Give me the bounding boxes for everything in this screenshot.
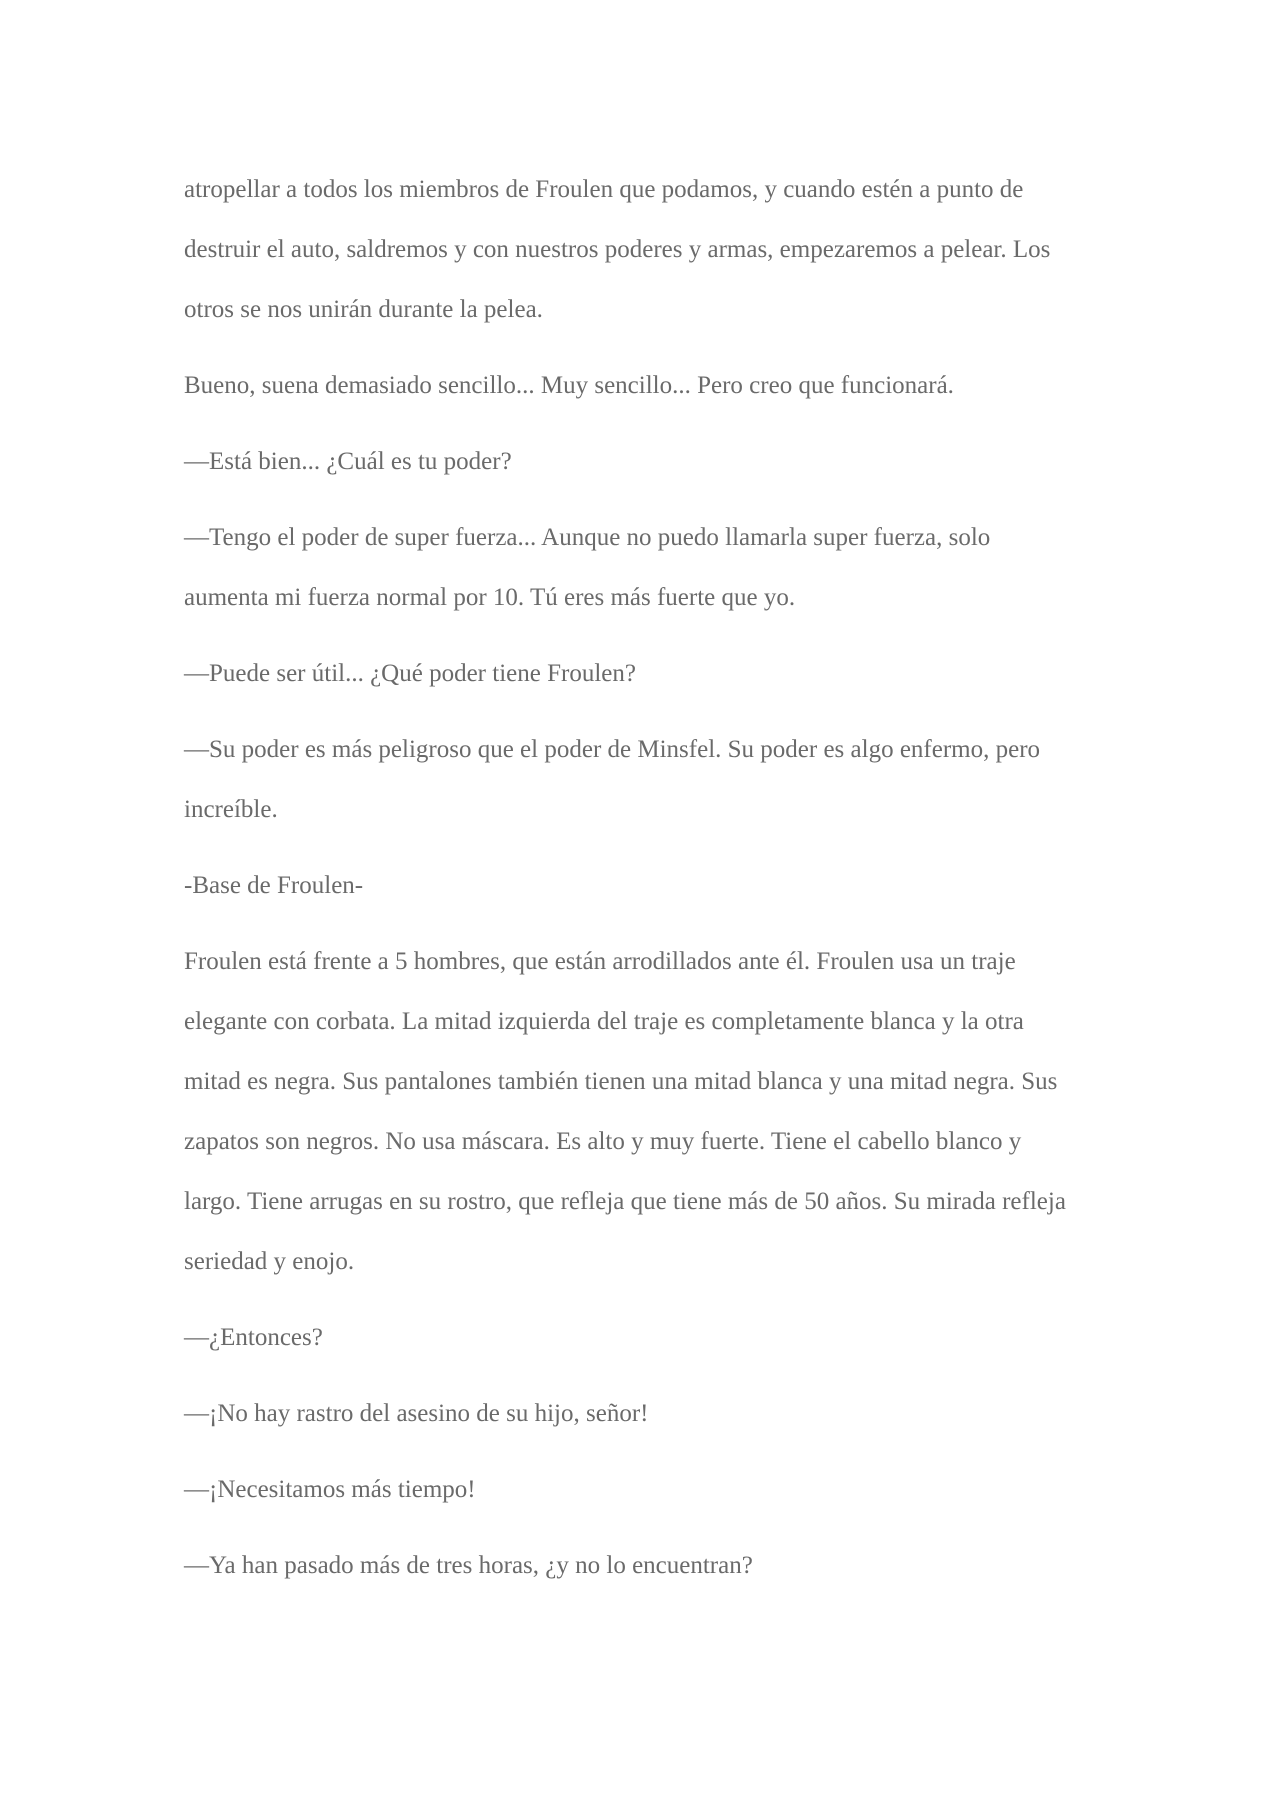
dialogue-paragraph [184,448,1114,524]
text-line: mitad es negra. Sus pantalones también tienen una mitad blanca y una mitad negra. Sus [184,1068,1058,1095]
text-line: —Tengo el poder de super fuerza... Aunque no puedo llamarla super fuerza, solo [184,524,991,551]
text-line: —Puede ser útil... ¿Qué poder tiene Froulen? [184,660,636,687]
text-line: elegante con corbata. La mitad izquierda del traje es completamente blanca y la otra [184,1008,1024,1035]
dialogue-paragraph [184,736,1114,872]
text-line: Froulen está frente a 5 hombres, que están arrodillados ante él. Froulen usa un traje [184,948,1016,975]
text-line: —¡Necesitamos más tiempo! [184,1476,476,1503]
text-line: zapatos son negros. No usa máscara. Es alto y muy fuerte. Tiene el cabello blanco y [184,1128,1022,1155]
paragraph [184,948,1114,1324]
text-line: destruir el auto, saldremos y con nuestros poderes y armas, empezaremos a pelear. Los [184,236,1051,263]
text-line: —¡No hay rastro del asesino de su hijo, señor! [184,1400,649,1427]
dialogue-paragraph [184,1476,1114,1552]
scene-heading [184,872,1114,948]
text-line: Bueno, suena demasiado sencillo... Muy sencillo... Pero creo que funcionará. [184,372,954,399]
dialogue-paragraph [184,1324,1114,1400]
paragraph [184,372,1114,448]
dialogue-paragraph [184,524,1114,660]
text-line: —Ya han pasado más de tres horas, ¿y no lo encuentran? [184,1552,753,1579]
text-line: —¿Entonces? [184,1324,323,1351]
paragraph [184,176,1114,372]
dialogue-paragraph [184,1552,1114,1612]
text-line: otros se nos unirán durante la pelea. [184,296,543,323]
text-line: -Base de Froulen- [184,872,364,899]
text-line: seriedad y enojo. [184,1248,355,1275]
document-body [184,176,1114,1612]
text-line: increíble. [184,796,278,823]
text-line: largo. Tiene arrugas en su rostro, que refleja que tiene más de 50 años. Su mirada refleja [184,1188,1066,1215]
text-line: aumenta mi fuerza normal por 10. Tú eres más fuerte que yo. [184,584,796,611]
text-line: —Su poder es más peligroso que el poder de Minsfel. Su poder es algo enfermo, pero [184,736,1041,763]
dialogue-paragraph [184,660,1114,736]
text-line: —Está bien... ¿Cuál es tu poder? [184,448,512,475]
dialogue-paragraph [184,1400,1114,1476]
text-line: atropellar a todos los miembros de Froulen que podamos, y cuando estén a punto de [184,176,1024,203]
